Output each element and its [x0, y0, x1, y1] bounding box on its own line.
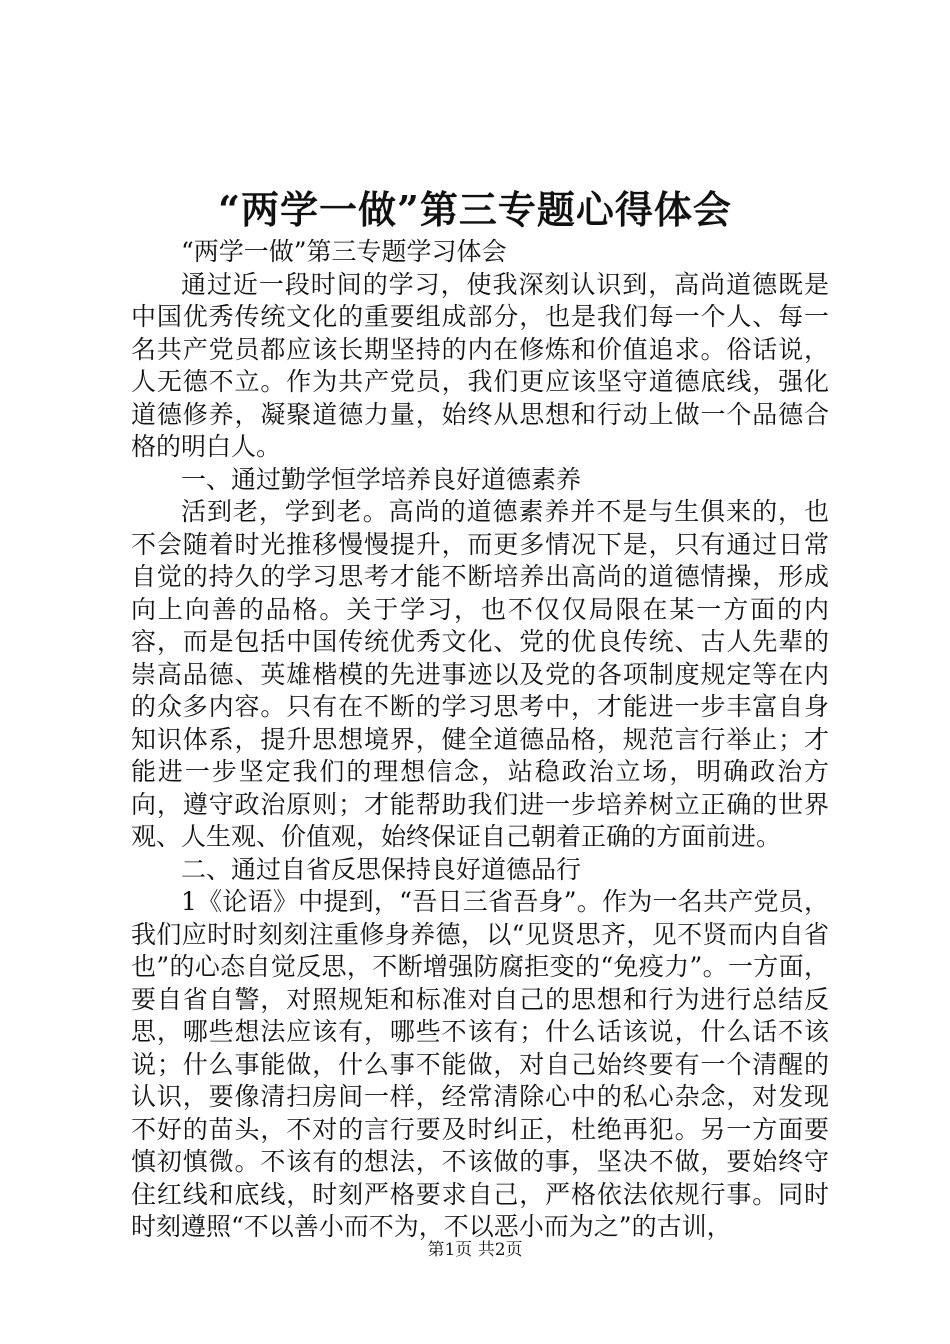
section-heading-1: 一、通过勤学恒学培养良好道德素养	[181, 464, 582, 494]
page-footer: 第1页 共2页	[427, 1240, 523, 1260]
document-body	[131, 236, 829, 1244]
section-2-paragraph: 1《论语》中提到，“吾日三省吾身”。作为一名共产党员，我们应时时刻刻注重修身养德，以“见贤思齐，见不贤而内自省也”的心态自觉反思，不断增强防腐拒变的“免疫力”。一方面，要自省自警，对照规矩和标准对自己的思想和行为进行总结反思，哪些想法应该有，哪些不该有；什么话该说，什么话不该说；什么事能做，什么事不能做，对自己始终要有一个清醒的认识，要像清扫房间一样，经常清除心中的私心杂念，对发现不好的苗头，不对的言行要及时纠正，杜绝再犯。另一方面要慎初慎微。不该有的想法，不该做的事，坚决不做，要始终守住红线和底线，时刻严格要求自己，严格依法依规行事。同时时刻遵照“不以善小而不为，不以恶小而为之”的古训，	[131, 887, 829, 1241]
section-1-paragraph: 活到老，学到老。高尚的道德素养并不是与生俱来的，也不会随着时光推移慢慢提升，而更多情况下是，只有通过日常自觉的持久的学习思考才能不断培养出高尚的道德情操，形成向上向善的品格。关于学习，也不仅仅局限在某一方面的内容，而是包括中国传统优秀文化、党的优良传统、古人先辈的崇高品德、英雄楷模的先进事迹以及党的各项制度规定等在内的众多内容。只有在不断的学习思考中，才能进一步丰富自身知识体系，提升思想境界，健全道德品格，规范言行举止；才能进一步坚定我们的理想信念，站稳政治立场，明确政治方向，遵守政治原则；才能帮助我们进一步培养树立正确的世界观、人生观、价值观，始终保证自己朝着正确的方面前进。	[131, 497, 829, 851]
intro-paragraph: 通过近一段时间的学习，使我深刻认识到，高尚道德既是中国优秀传统文化的重要组成部分，也是我们每一个人、每一名共产党员都应该长期坚持的内在修炼和价值追求。俗话说，人无德不立。作为共产党员，我们更应该坚守道德底线，强化道德修养，凝聚道德力量，始终从思想和行动上做一个品德合格的明白人。	[131, 269, 829, 461]
section-heading-2: 二、通过自省反思保持良好道德品行	[181, 854, 582, 884]
subtitle-paragraph: “两学一做”第三专题学习体会	[181, 237, 507, 266]
document-title: “两学一做”第三专题心得体会	[218, 187, 732, 232]
